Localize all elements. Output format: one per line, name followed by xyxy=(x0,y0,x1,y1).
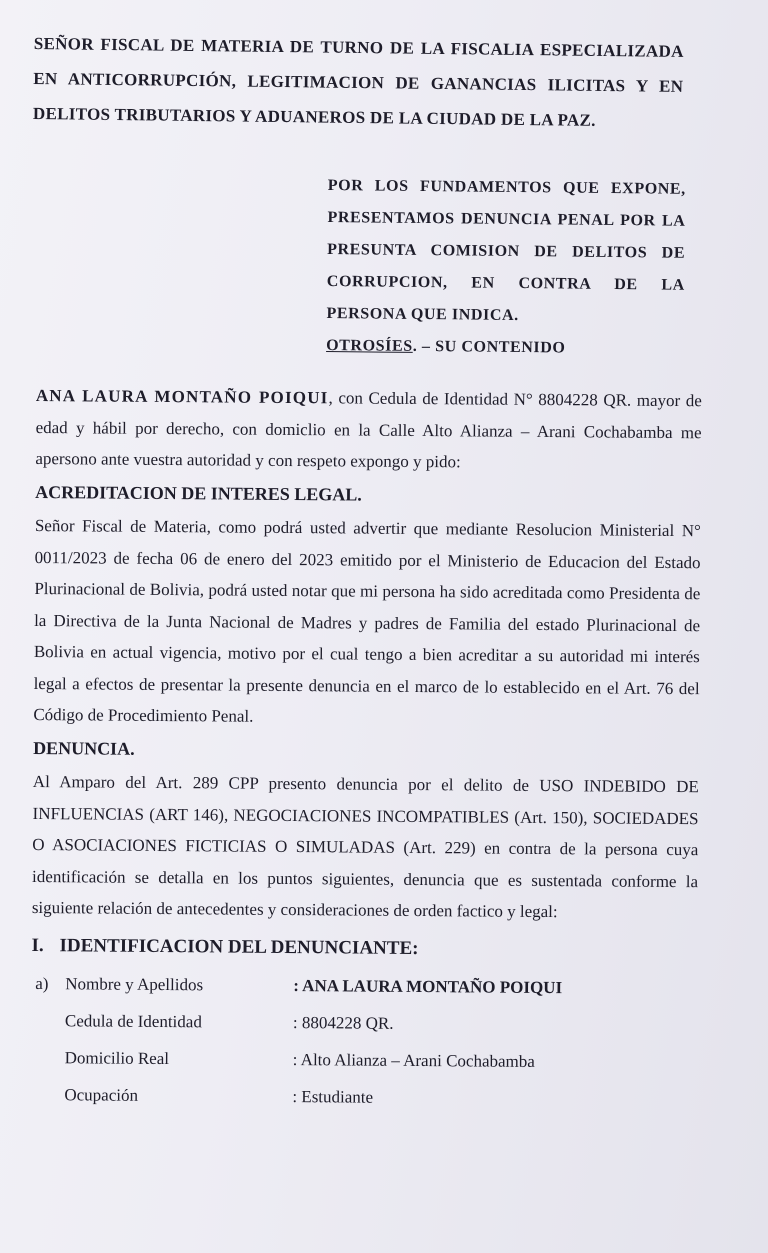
id-value: : ANA LAURA MONTAÑO POIQUI xyxy=(293,975,563,997)
identification-table xyxy=(30,965,697,1118)
otrosies-rest: . – SU CONTENIDO xyxy=(412,337,566,357)
id-row-domicilio xyxy=(31,1039,697,1081)
intro-paragraph xyxy=(35,380,702,480)
id-label: Domicilio Real xyxy=(64,1047,170,1068)
id-label: Cedula de Identidad xyxy=(64,1010,202,1032)
denuncia-heading: DENUNCIA. xyxy=(33,737,135,759)
sumilla-text: POR LOS FUNDAMENTOS QUE EXPONE, PRESENTAMOS DENUNCIA PENAL POR LA PRESUNTA COMISION DE DELITOS DE CORRUPCION, EN CONTRA DE LA PERSONA QUE INDICA. xyxy=(326,176,686,325)
denuncia-paragraph: Al Amparo del Art. 289 CPP presento denuncia por el delito de USO INDEBIDO DE INFLUENCIAS (ART 146), NEGOCIACIONES INCOMPATIBLES (Art. 150), SOCIEDADES O ASOCIACIONES FICTICIAS O SIMULADAS (Art. 229) en contra de la persona cuya identificación se detalla en los puntos siguientes, denuncia que es sustentada conforme la siguiente relación de antecedentes y consideraciones de orden factico y legal: xyxy=(31,771,699,922)
intro-text: , con Cedula de Identidad N° 8804228 QR. mayor de edad y hábil por derecho, con domiclio en la Calle Alto Alianza – Arani Cochabamba me apersono ante vuestra autoridad y con respeto expongo y pido: xyxy=(35,388,702,472)
id-label xyxy=(31,968,293,1002)
acreditacion-paragraph: Señor Fiscal de Materia, como podrá usted advertir que mediante Resolucion Ministerial N° 0011/2023 de fecha 06 de enero del 2023 emitido por el Ministerio de Educacion del Estado Plurinacional de Bolivia, podrá usted notar que mi persona ha sido acreditada como Presidenta de la Directiva de la Junta Nacional de Madres y padres de Familia del estado Plurinacional de Bolivia en actual vigencia, motivo por el cual tengo a bien acreditar a su autoridad mi interés legal a efectos de presentar la presente denuncia en el marco de lo establecido en el Art. 76 del Código de Procedimiento Penal. xyxy=(33,515,701,726)
id-value: : Alto Alianza – Arani Cochabamba xyxy=(292,1049,535,1071)
sumilla-block xyxy=(326,170,686,366)
id-label: Ocupación xyxy=(64,1084,139,1105)
section-one-title: IDENTIFICACION DEL DENUNCIANTE: xyxy=(59,934,419,959)
id-value: : 8804228 QR. xyxy=(292,1012,394,1033)
id-row-name xyxy=(31,965,697,1007)
complainant-name: ANA LAURA MONTAÑO POIQUI xyxy=(35,385,329,408)
document-body xyxy=(30,380,702,1118)
section-one-heading xyxy=(31,929,697,966)
id-row-ocupacion xyxy=(30,1076,696,1118)
id-label-text: Nombre y Apellidos xyxy=(65,973,204,995)
id-row-ci xyxy=(31,1002,697,1044)
addressee-heading: SEÑOR FISCAL DE MATERIA DE TURNO DE LA FISCALIA ESPECIALIZADA EN ANTICORRUPCIÓN, LEGITIMACION DE GANANCIAS ILICITAS Y EN DELITOS TRIBUTARIOS Y ADUANEROS DE LA CIUDAD DE LA PAZ. xyxy=(32,33,684,130)
acreditacion-heading: ACREDITACION DE INTERES LEGAL. xyxy=(35,481,362,505)
section-one-number: I. xyxy=(31,934,44,956)
id-value: : Estudiante xyxy=(292,1086,374,1107)
otrosies-label: OTROSÍES xyxy=(326,336,413,355)
item-marker: a) xyxy=(35,973,49,993)
